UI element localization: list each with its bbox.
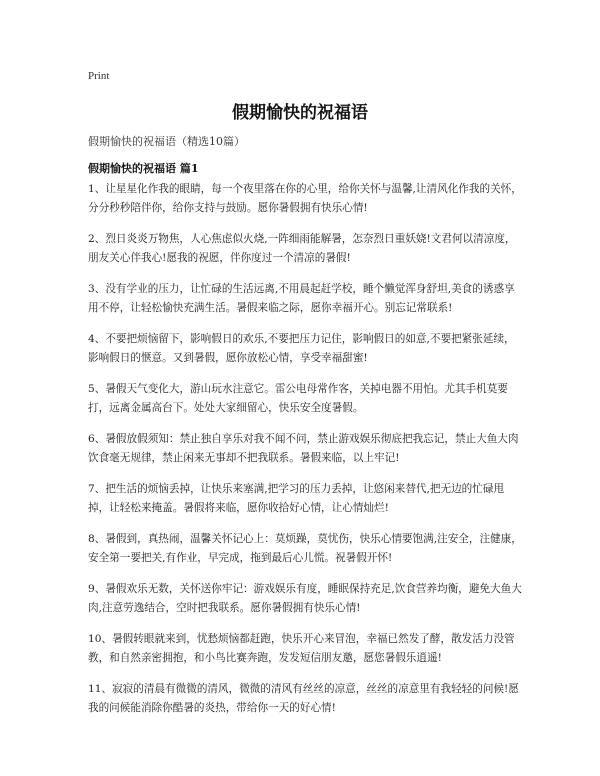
wish-paragraph: 8、暑假到，真热闹，温馨关怀记心上：莫烦躁，莫忧伤，快乐心情要饱满,注安全，注健康，安全第一要把关,有作业，早完成，拖到最后心儿慌。祝暑假开怀! [88, 533, 522, 564]
print-link[interactable]: Print [88, 70, 110, 82]
wish-paragraph: 6、暑假放假须知：禁止独自享乐对我不闻不问，禁止游戏娱乐彻底把我忘记，禁止大鱼大肉饮食毫无规律，禁止闲来无事却不把我联系。暑假来临，以上牢记! [88, 433, 519, 464]
section-heading: 假期愉快的祝福语 篇1 [88, 162, 199, 175]
wish-paragraph: 3、没有学业的压力，让忙碌的生活远离,不用晨起赶学校，睡个懒觉浑身舒坦,美食的诱惑享用不停，让轻松愉快充满生活。暑假来临之际，愿你幸福开心。别忘记常联系! [88, 283, 515, 314]
wish-paragraph: 7、把生活的烦恼丢掉，让快乐来塞满,把学习的压力丢掉，让悠闲来替代,把无边的忙碌甩掉，让轻松来掩盖。暑假将来临，愿你收拾好心情，让心情灿烂! [88, 483, 505, 514]
wish-paragraph: 11、寂寂的清晨有微微的清风，微微的清风有丝丝的凉意，丝丝的凉意里有我轻轻的问候!愿我的问候能消除你酷暑的炎热，带给你一天的好心情! [88, 683, 519, 714]
wish-paragraph: 10、暑假转眼就来到，忧愁烦恼都赶跑，快乐开心来冒泡，幸福已然发了酵，散发活力没管教，和自然亲密拥抱，和小鸟比赛奔跑，发发短信朋友邀，愿您暑假乐逍遥! [88, 633, 515, 664]
wish-list [88, 180, 524, 730]
wish-paragraph: 1、让星星化作我的眼睛，每一个夜里落在你的心里，给你关怀与温馨,让清风化作我的关怀，分分秒秒陪伴你，给你支持与鼓励。愿你暑假拥有快乐心情! [88, 183, 522, 214]
wish-paragraph: 9、暑假欢乐无数，关怀送你牢记：游戏娱乐有度，睡眠保持充足,饮食营养均衡，避免大鱼大肉,注意劳逸结合，空时把我联系。愿你暑假拥有快乐心情! [88, 583, 522, 614]
wish-paragraph: 2、烈日炎炎万物焦，人心焦虑似火烧,一阵细雨能解暑，怎奈烈日重妖娆!文君何以清凉度，朋友关心伴我心!愿我的祝愿，伴你度过一个清凉的暑假! [88, 233, 516, 264]
wish-paragraph: 4、不要把烦恼留下，影响假日的欢乐,不要把压力记住，影响假日的如意,不要把紧张延续，影响假日的惬意。又到暑假，愿你放松心情，享受幸福甜蜜! [88, 333, 515, 364]
page-title: 假期愉快的祝福语 [232, 103, 368, 123]
article-subtitle: 假期愉快的祝福语（精选10篇） [88, 135, 245, 148]
wish-paragraph: 5、暑假天气变化大，游山玩水注意它。雷公电母常作客，关掉电器不用怕。尤其手机莫要打，远离金属高台下。处处大家细留心，快乐安全度暑假。 [88, 383, 508, 414]
